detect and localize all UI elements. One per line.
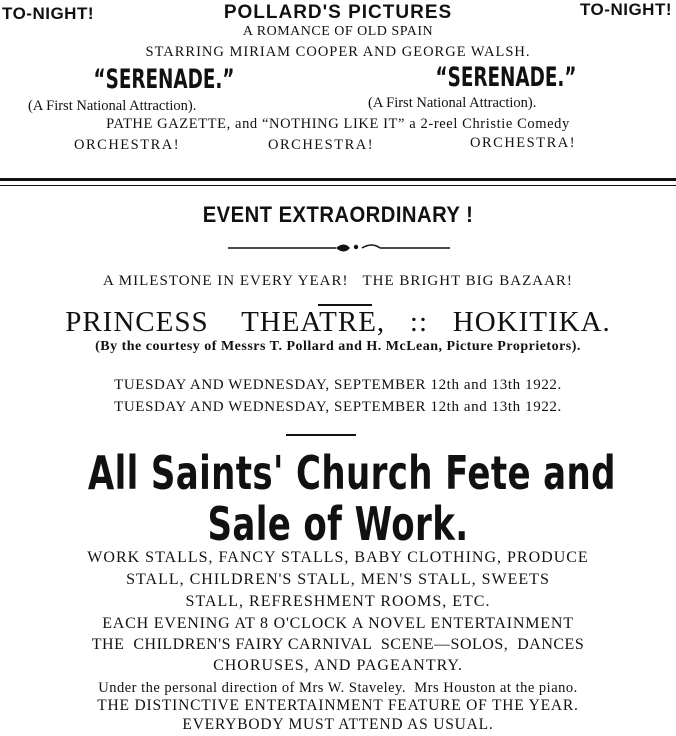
evening-line-3: CHORUSES, AND PAGEANTRY. — [213, 657, 463, 674]
tonight-left: TO-NIGHT! — [2, 4, 95, 23]
romance-subtitle: A ROMANCE OF OLD SPAIN — [242, 24, 434, 39]
orchestra-3: ORCHESTRA! — [470, 135, 577, 151]
dates-line-1: TUESDAY AND WEDNESDAY, SEPTEMBER 12th and 13th 1922. — [114, 377, 562, 393]
theatre-line: PRINCESS THEATRE, :: HOKITIKA. — [65, 306, 611, 338]
dates-line-2: TUESDAY AND WEDNESDAY, SEPTEMBER 12th and 13th 1922. — [114, 399, 562, 415]
tonight-right: TO-NIGHT! — [579, 0, 672, 19]
feature-right: “SERENADE.” — [435, 62, 577, 93]
short-rule-2 — [286, 434, 356, 436]
stalls-line-1: WORK STALLS, FANCY STALLS, BABY CLOTHING, PRODUCE — [87, 549, 589, 566]
stalls-line-2: STALL, CHILDREN'S STALL, MEN'S STALL, SWEETS — [126, 571, 550, 588]
stalls-line-3: STALL, REFRESHMENT ROOMS, ETC. — [185, 593, 491, 610]
evening-line-1: EACH EVENING AT 8 O'CLOCK A NOVEL ENTERTAINMENT — [102, 615, 574, 632]
feature-left: “SERENADE.” — [93, 64, 235, 95]
milestone-line: A MILESTONE IN EVERY YEAR! THE BRIGHT BIG BAZAAR! — [103, 273, 573, 289]
evening-line-2: THE CHILDREN'S FAIRY CARNIVAL SCENE—SOLOS, DANCES — [91, 636, 585, 653]
ornamental-divider — [226, 240, 452, 256]
fete-title-line-2: Sale of Work. — [207, 497, 469, 551]
event-headline: EVENT EXTRAORDINARY ! — [202, 202, 474, 227]
distinctive-line: THE DISTINCTIVE ENTERTAINMENT FEATURE OF THE YEAR. — [97, 697, 579, 714]
support-line: PATHE GAZETTE, and “NOTHING LIKE IT” a 2-reel Christie Comedy — [106, 116, 570, 132]
courtesy-line: (By the courtesy of Messrs T. Pollard and H. McLean, Picture Proprietors). — [95, 339, 581, 354]
everybody-line: EVERYBODY MUST ATTEND AS USUAL. — [182, 716, 494, 733]
fete-title-line-1: All Saints' Church Fete and — [87, 446, 616, 500]
attraction-left: (A First National Attraction). — [28, 98, 197, 114]
ad-separator-thin — [0, 185, 676, 186]
orchestra-2: ORCHESTRA! — [268, 137, 375, 153]
attraction-right: (A First National Attraction). — [368, 95, 537, 111]
ad-separator-thick — [0, 178, 676, 181]
pollards-title: POLLARD'S PICTURES — [223, 2, 453, 23]
starring-line: STARRING MIRIAM COOPER AND GEORGE WALSH. — [145, 44, 531, 60]
direction-line: Under the personal direction of Mrs W. Staveley. Mrs Houston at the piano. — [98, 680, 578, 696]
orchestra-1: ORCHESTRA! — [74, 137, 181, 153]
